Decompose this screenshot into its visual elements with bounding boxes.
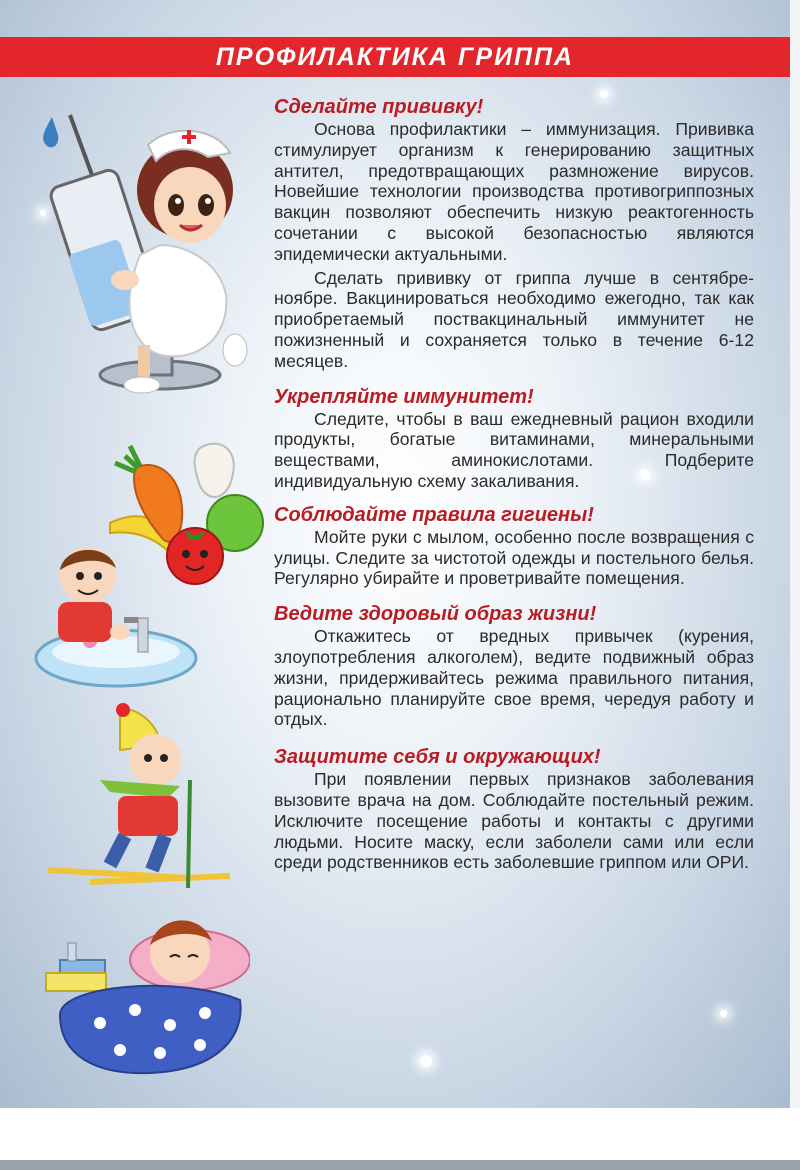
section-protect-others [274, 746, 754, 873]
section-paragraph: Основа профилактики – иммунизация. Прививка стимулирует организм к генерированию защитных антител, предотвращающих размножение вирусов. Новейшие технологии производства противогриппозных вакцин позволяют обеспечить низкую реактогенность сочетании с высокой безопасностью являются эпидемически актуальными. [274, 119, 754, 264]
scan-edge [0, 1160, 800, 1170]
page-title: ПРОФИЛАКТИКА ГРИППА [215, 42, 575, 71]
section-paragraph: При появлении первых признаков заболевания вызовите врача на дом. Соблюдайте постельный режим. Исключите посещение работы и контакты с другими людьми. Носите маску, если заболели сами или если среди родственников есть заболевшие гриппом или ОРИ. [274, 769, 754, 873]
section-hygiene [274, 504, 754, 589]
section-paragraph: Сделать прививку от гриппа лучше в сентябре-ноябре. Вакцинироваться необходимо ежегодно, так как приобретаемый поствакцинальный иммунитет не пожизненный и сохраняется только в течение 6-12 месяцев. [274, 267, 754, 371]
title-banner [0, 37, 790, 77]
section-vaccination [274, 96, 754, 372]
sparkle [720, 1010, 727, 1017]
skiing-child-illustration [40, 700, 240, 890]
section-paragraph: Следите, чтобы в ваш ежедневный рацион входили продукты, богатые витаминами, минеральными веществами, аминокислотами. Подберите индивидуальную схему закаливания. [274, 408, 754, 491]
nurse-syringe-illustration [30, 105, 260, 415]
section-healthy-lifestyle [274, 603, 754, 730]
sparkle [420, 1055, 432, 1067]
sick-child-illustration [40, 905, 250, 1080]
section-paragraph: Откажитесь от вредных привычек (курения, злоупотребления алкоголем), ведите подвижный образ жизни, придерживайтесь режима правильного питания, рационально планируйте свое время, чередуя работу и отдых. [274, 626, 754, 730]
section-immunity [274, 386, 754, 492]
section-paragraph: Мойте руки с мылом, особенно после возвращения с улицы. Следите за чистотой одежды и постельного белья. Регулярно убирайте и проветривайте помещения. [274, 526, 754, 589]
section-heading: Соблюдайте правила гигиены! [274, 503, 594, 526]
section-heading: Укрепляйте иммунитет! [274, 385, 534, 408]
washing-hands-illustration [28, 540, 198, 690]
section-heading: Защитите себя и окружающих! [274, 746, 601, 769]
section-heading: Ведите здоровый образ жизни! [274, 603, 597, 626]
content-column [274, 96, 754, 876]
section-heading: Сделайте прививку! [274, 96, 484, 118]
